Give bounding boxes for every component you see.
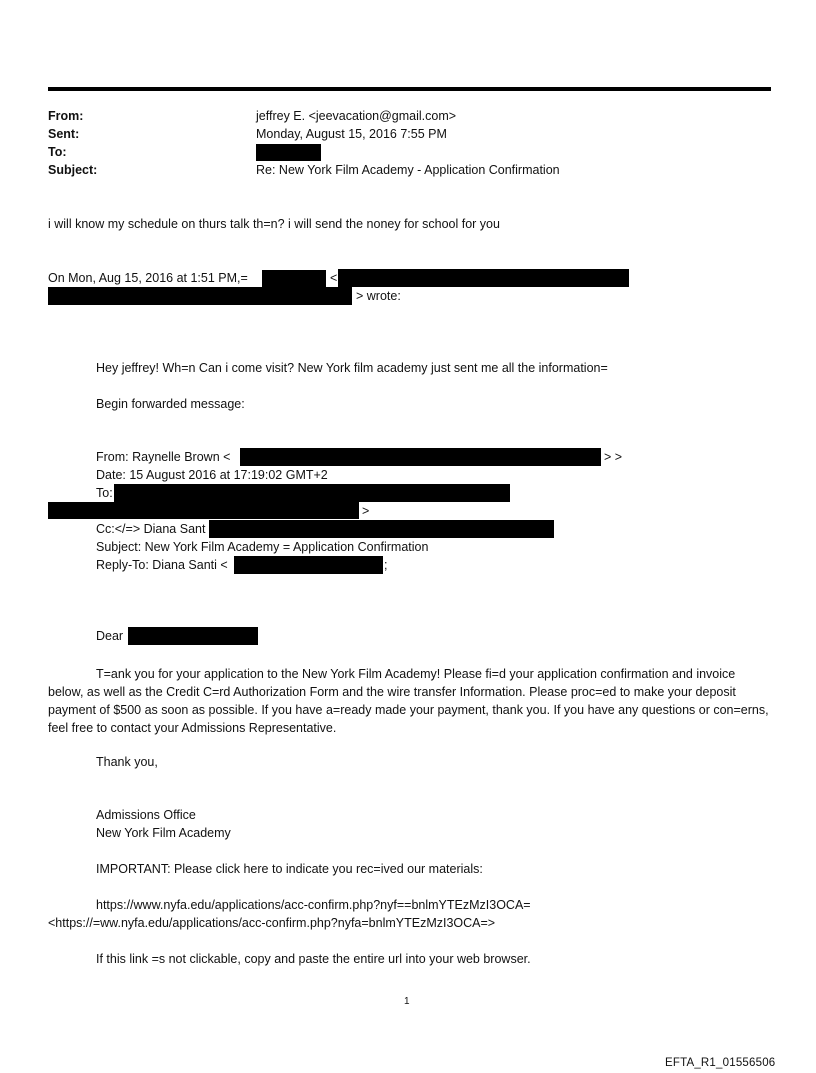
quote-wrote: > wrote: [356, 289, 401, 303]
dear-line: Dear [96, 629, 124, 643]
important-line: IMPORTANT: Please click here to indicate you rec=ived our materials: [96, 862, 483, 876]
subject-label: Subject: [48, 163, 98, 177]
thank-you: Thank you, [96, 755, 158, 769]
fwd-cc: Cc:</=> Diana Sant [96, 522, 206, 536]
fwd-to-end: > [362, 504, 370, 518]
to-label: To: [48, 145, 67, 159]
redaction-fwd-cc [209, 520, 554, 538]
redaction-fwd-from [240, 448, 601, 466]
sent-label: Sent: [48, 127, 80, 141]
quote-intro-bracket: < [330, 271, 338, 285]
from-value: jeffrey E. <jeevacation@gmail.com> [256, 109, 457, 123]
signature-office: Admissions Office [96, 808, 196, 822]
fwd-to: To: [96, 486, 113, 500]
fwd-replyto: Reply-To: Diana Santi < [96, 558, 228, 572]
redaction-fwd-to-1 [114, 484, 510, 502]
header-rule [48, 87, 771, 91]
fwd-from-end: > > [604, 450, 623, 464]
confirm-link[interactable]: https://www.nyfa.edu/applications/acc-confirm.php?nyf==bnlmYTEzMzI3OCA= [96, 898, 531, 912]
fwd-replyto-end: ; [384, 558, 388, 572]
main-paragraph: T=ank you for your application to the New York Film Academy! Please fi=d your application confirmation and invoice below, as well as the Credit C=rd Authorization Form and the wire transfer Information. Please proc=ed to make your deposit payment of $500 as soon as possible. If you have a=ready made your payment, thank you. If you have any questions or con=erns, feel free to contact your Admissions Representative. [48, 667, 769, 735]
redaction-sender-email-1 [338, 269, 629, 287]
confirm-link-alt[interactable]: <https://=ww.nyfa.edu/applications/acc-confirm.php?nyfa=bnlmYTEzMzI3OCA=> [48, 916, 496, 930]
redaction-fwd-to-2 [48, 502, 359, 519]
redaction-to [256, 144, 321, 161]
fwd-subject: Subject: New York Film Academy = Application Confirmation [96, 540, 429, 554]
document-id: EFTA_R1_01556506 [665, 1057, 776, 1069]
redaction-dear [128, 627, 258, 645]
quote-intro: On Mon, Aug 15, 2016 at 1:51 PM,= [48, 271, 248, 285]
signature-academy: New York Film Academy [96, 826, 231, 840]
from-label: From: [48, 109, 84, 123]
begin-forwarded: Begin forwarded message: [96, 397, 245, 411]
sent-value: Monday, August 15, 2016 7:55 PM [256, 127, 447, 141]
reply-line: i will know my schedule on thurs talk th=n? i will send the noney for school for you [48, 217, 500, 231]
fwd-from: From: Raynelle Brown < [96, 450, 231, 464]
redaction-fwd-replyto [234, 556, 383, 574]
page-number: 1 [404, 996, 410, 1007]
hey-line: Hey jeffrey! Wh=n Can i come visit? New York film academy just sent me all the information= [96, 361, 608, 375]
not-clickable-note: If this link =s not clickable, copy and paste the entire url into your web browser. [96, 952, 531, 966]
subject-value: Re: New York Film Academy - Application Confirmation [256, 163, 560, 177]
redaction-sender-name [262, 270, 326, 287]
fwd-date: Date: 15 August 2016 at 17:19:02 GMT+2 [96, 468, 328, 482]
redaction-sender-email-2 [48, 287, 352, 305]
